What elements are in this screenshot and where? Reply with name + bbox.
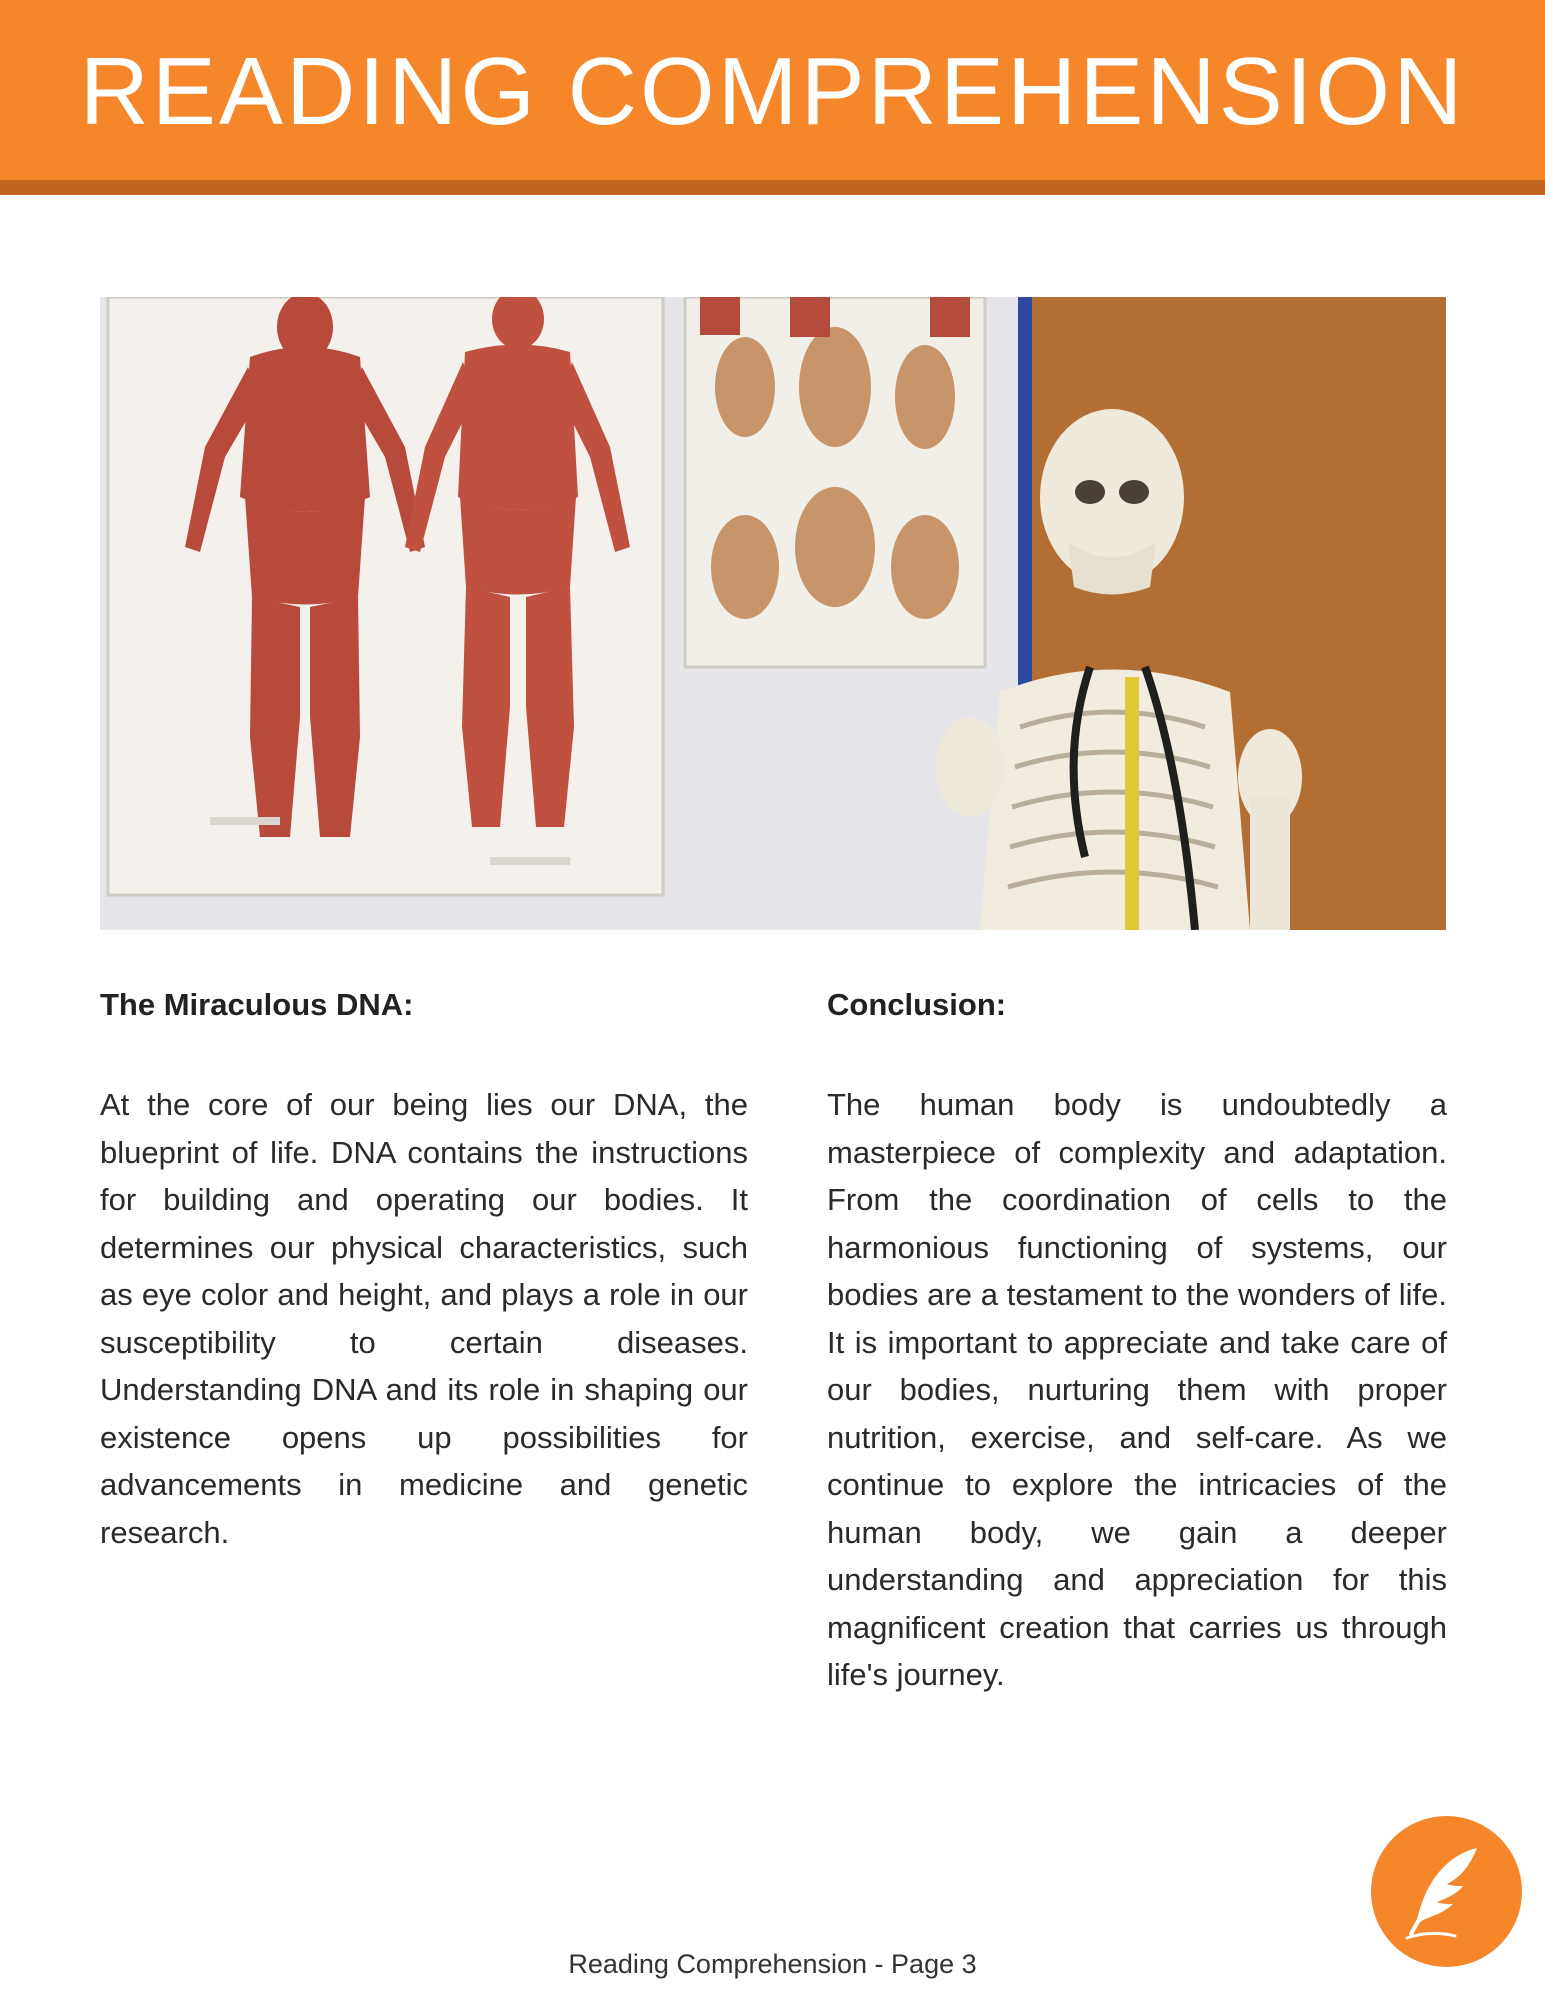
header-rule bbox=[0, 180, 1545, 195]
feather-quill-icon bbox=[1371, 1816, 1522, 1967]
anatomy-classroom-photo bbox=[100, 297, 1446, 930]
right-section-body: The human body is undoubtedly a masterpiece of complexity and adaptation. From the coordination of cells to the harmonious functioning of systems, our bodies are a testament to the wonders of life. It is important to appreciate and take care of our bodies, nurturing them with proper nutrition, exercise, and self-care. As we continue to explore the intricacies of the human body, we gain a deeper understanding and appreciation for this magnificent creation that carries us through life's journey. bbox=[827, 1087, 1447, 1692]
left-section-heading: The Miraculous DNA: bbox=[100, 987, 414, 1022]
left-section-body: At the core of our being lies our DNA, the blueprint of life. DNA contains the instructions for building and operating our bodies. It determines our physical characteristics, such as eye color and height, and plays a role in our susceptibility to certain diseases. Understanding DNA and its role in shaping our existence opens up possibilities for advancements in medicine and genetic research. bbox=[100, 1087, 748, 1550]
right-section-heading: Conclusion: bbox=[827, 987, 1007, 1022]
right-section bbox=[827, 985, 1447, 1699]
page-title: READING COMPREHENSION bbox=[79, 38, 1466, 145]
left-section bbox=[100, 985, 748, 1556]
page-footer: Reading Comprehension - Page 3 bbox=[568, 1949, 977, 1979]
